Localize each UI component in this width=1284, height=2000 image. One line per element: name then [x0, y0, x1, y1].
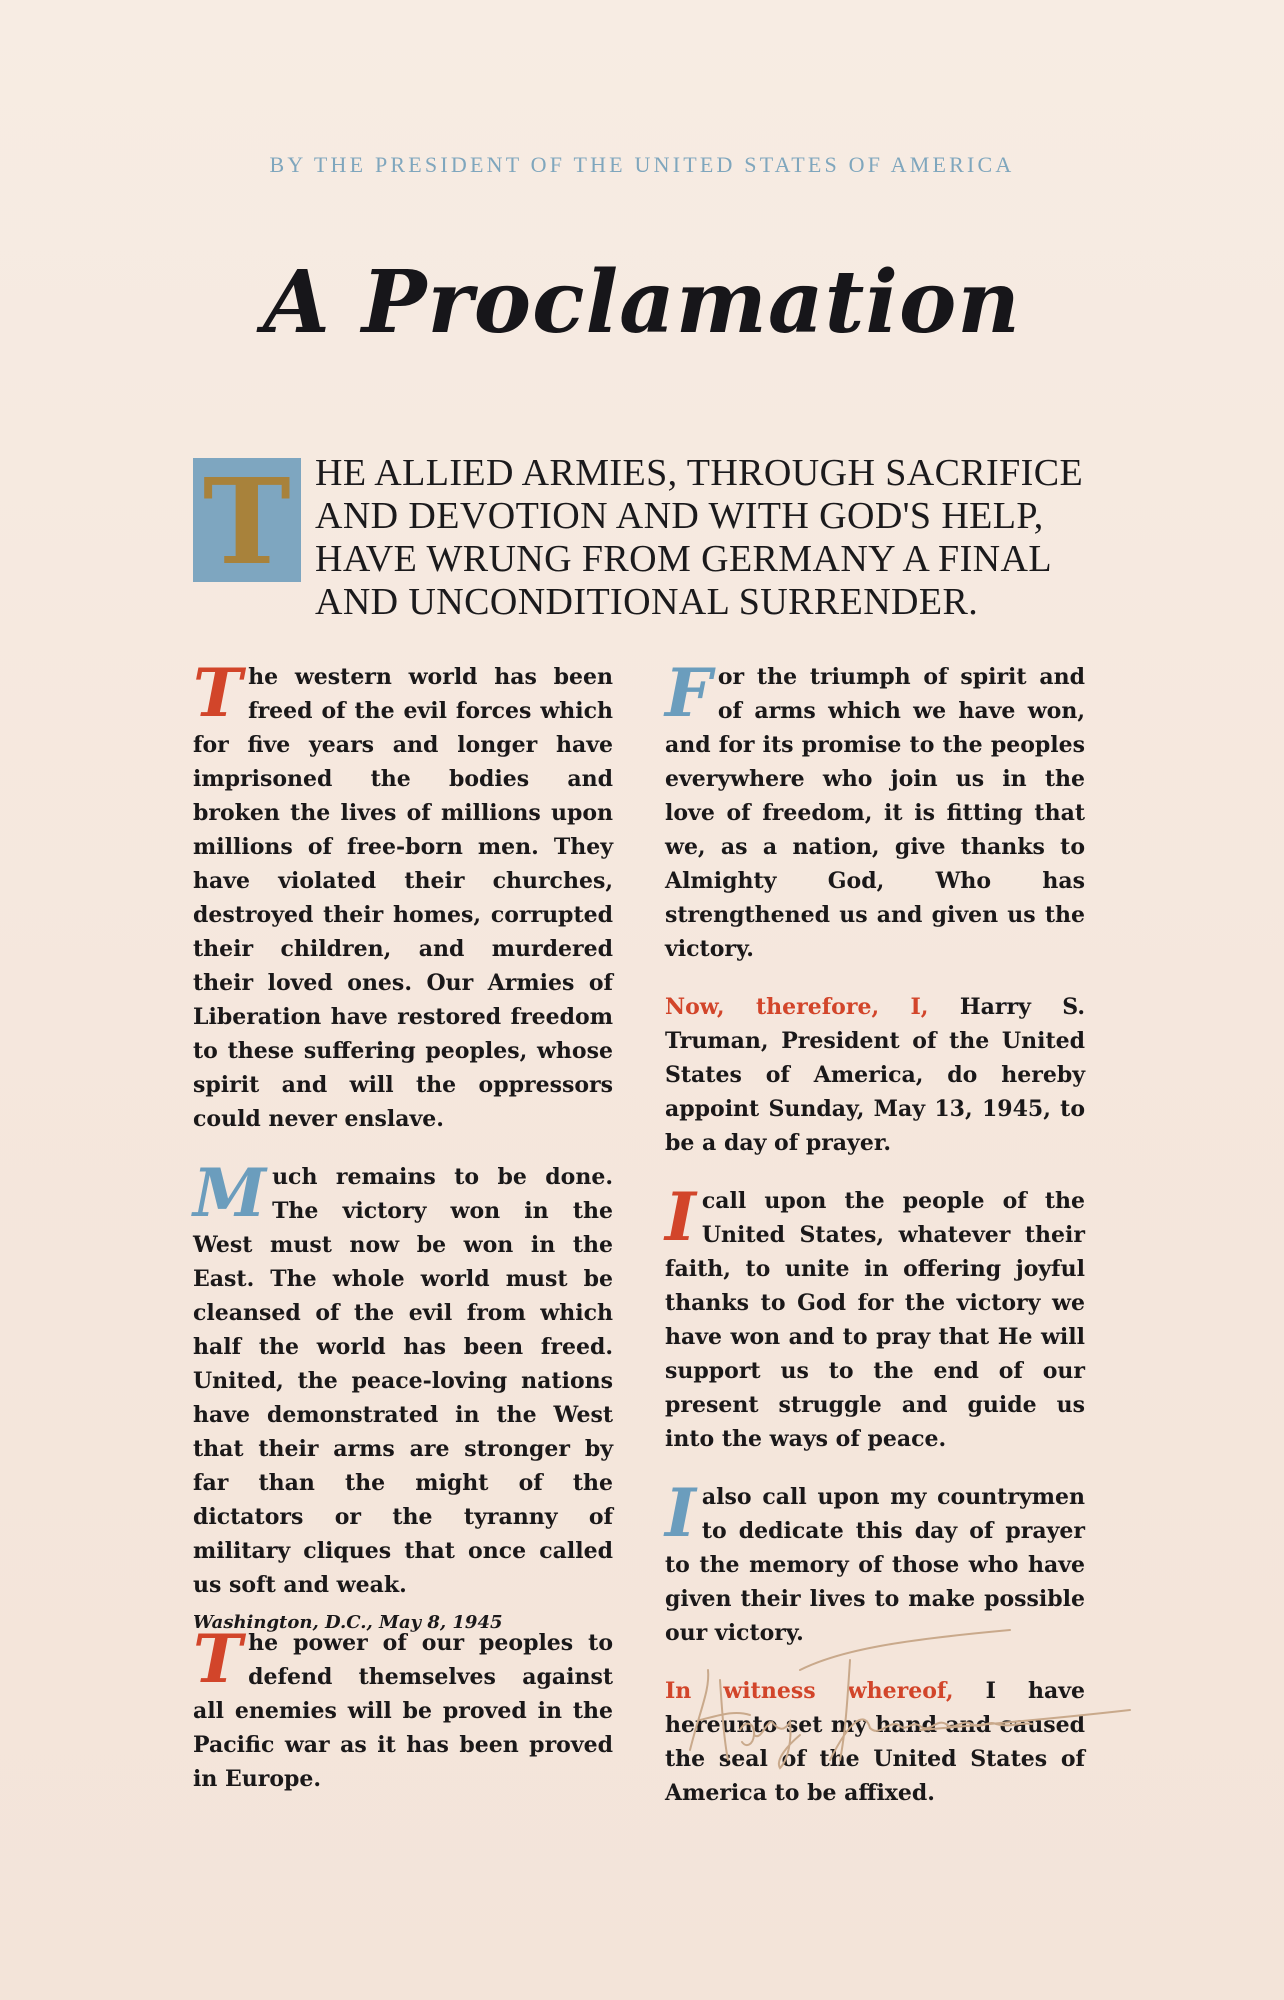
paragraph-text: or the triumph of spirit and of arms which we have won, and for its promise to the peoples everywhere who join us in the love of freedom, it is fitting that we, as a nation, give thanks to Almighty God, Who has strengthened us and given us the victory.	[665, 664, 1085, 962]
dropcap: T	[193, 654, 243, 732]
paragraph-text: he western world has been freed of the evil forces which for five years and longer have imprisoned the bodies and broken the lives of millions upon millions of free-born men. They have violated their churches, destroyed their homes, corrupted their children, and murdered their loved ones. Our Armies of Liberation have restored freedom to these suffering peoples, whose spirit and will the oppressors could never enslave.	[193, 664, 613, 1132]
left-column	[193, 654, 613, 1820]
dropcap: I	[665, 1178, 696, 1256]
paragraph-lead: Now, therefore, I,	[665, 994, 929, 1020]
paragraph-text: also call upon my countrymen to dedicate this day of prayer to the memory of those who have given their lives to make possible our victory.	[665, 1484, 1085, 1646]
header-line: BY THE PRESIDENT OF THE UNITED STATES OF AMERICA	[269, 152, 1015, 177]
paragraph-text: call upon the people of the United States, whatever their faith, to unite in offering joyful thanks to God for the victory we have won and to pray that He will support us to the end of our present struggle and guide us into the ways of peace.	[665, 1188, 1085, 1452]
dropcap: T	[193, 1620, 243, 1698]
paragraph	[665, 654, 1085, 966]
page-title: A Proclamation	[263, 252, 1021, 353]
place-date: Washington, D.C., May 8, 1945	[193, 1612, 503, 1633]
dropcap: F	[665, 654, 712, 732]
dropcap: M	[193, 1154, 267, 1232]
paragraph-text: Harry S. Truman, President of the United States of America, do hereby appoint Sunday, May 13, 1945, to be a day of prayer.	[665, 994, 1086, 1156]
signature	[680, 1610, 1140, 1770]
paragraph-text: uch remains to be done. The victory won in the West must now be won in the East. The whole world must be cleansed of the evil from which half the world has been freed. United, the peace-loving nations have demonstrated in the West that their arms are stronger by far than the might of the dictators or the tyranny of military cliques that once called us soft and weak.	[193, 1164, 613, 1598]
paragraph	[193, 1154, 613, 1602]
paragraph-text: I have hereunto set my hand and caused the seal of the United States of America to be affixed.	[665, 1678, 1085, 1806]
paragraph-text: he power of our peoples to defend themselves against all enemies will be proved in the Pacific war as it has been proved in Europe.	[193, 1630, 613, 1792]
dropcap: I	[665, 1474, 696, 1552]
lead-paragraph	[193, 452, 1093, 624]
paragraph	[193, 654, 613, 1136]
paragraph	[665, 1178, 1085, 1456]
illuminated-dropcap	[193, 452, 301, 591]
lead-text: HE ALLIED ARMIES, THROUGH SACRIFICE AND DEVOTION AND WITH GOD'S HELP, HAVE WRUNG FROM GERMANY A FINAL AND UNCONDITIONAL SURRENDER.	[315, 452, 1084, 623]
dropcap-letter: T	[202, 452, 292, 591]
paragraph-lead: In witness whereof,	[665, 1678, 954, 1704]
paragraph	[665, 990, 1085, 1160]
